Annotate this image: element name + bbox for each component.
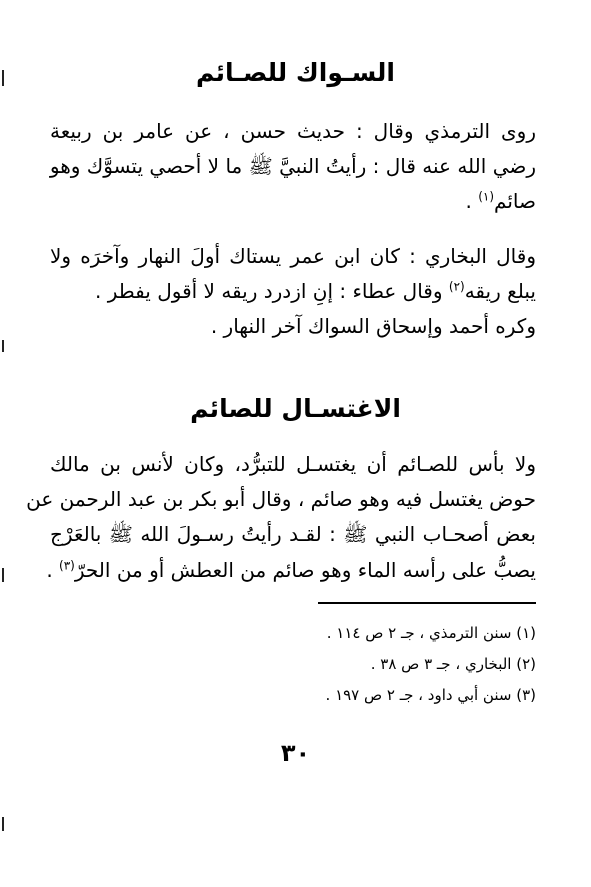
paragraph-line xyxy=(50,186,536,216)
paragraph-line: رضي الله عنه قال : رأيتُ النبيَّ ﷺ ما لا أحصي يتسوَّك وهو xyxy=(49,154,536,178)
sentence-period: . xyxy=(465,189,472,213)
paragraph-text: يبلع ريقه xyxy=(464,279,536,303)
paragraph-text: وقال عطاء : إنِ ازدرد ريقه لا أقول يفطر . xyxy=(95,279,443,303)
paragraph-text: يصبُّ على رأسه الماء وهو صائم من العطش أو من الحرّ xyxy=(74,558,536,582)
edge-mark-middle xyxy=(2,340,4,352)
page-number: ٣٠ xyxy=(280,739,311,767)
paragraph-line: وكره أحمد وإسحاق السواك آخر النهار . xyxy=(210,314,536,338)
paragraph-line: روى الترمذي وقال : حديث حسن ، عن عامر بن ربيعة xyxy=(50,119,536,143)
section-heading-siwak: السـواك للصـائم xyxy=(196,58,395,87)
footnote-item: (٢) البخاري ، جـ ٣ ص ٣٨ . xyxy=(370,655,536,673)
edge-mark-bottom xyxy=(2,817,4,831)
footnote-item: (٣) سنن أبي داود ، جـ ٢ ص ١٩٧ . xyxy=(325,686,536,704)
paragraph-text: صائم xyxy=(494,189,536,213)
footnote-marker: (٣) xyxy=(59,558,75,573)
paragraph-line: بعض أصحـاب النبي ﷺ : لقـد رأيتُ رسـولَ الله ﷺ بالعَرْج xyxy=(50,522,536,546)
edge-mark-lower xyxy=(2,568,4,582)
paragraph-line: حوض يغتسل فيه وهو صائم ، وقال أبو بكر بن عبد الرحمن عن xyxy=(26,487,536,511)
footnote-marker: (٢) xyxy=(448,279,465,294)
paragraph-line: وقال البخاري : كان ابن عمر يستاك أولَ النهار وآخرَه ولا xyxy=(50,244,536,268)
paragraph-line xyxy=(46,555,536,585)
sentence-period: . xyxy=(46,558,53,582)
paragraph-line xyxy=(50,276,536,306)
section-heading-ightisal: الاغتسـال للصائم xyxy=(190,394,401,423)
footnote-marker: (١) xyxy=(478,189,495,204)
footnote-item: (١) سنن الترمذي ، جـ ٢ ص ١١٤ . xyxy=(326,624,536,642)
footnote-separator xyxy=(318,602,536,604)
paragraph-line: ولا بأس للصـائم أن يغتسـل للتبرُّد، وكان لأنس بن مالك xyxy=(50,452,536,476)
